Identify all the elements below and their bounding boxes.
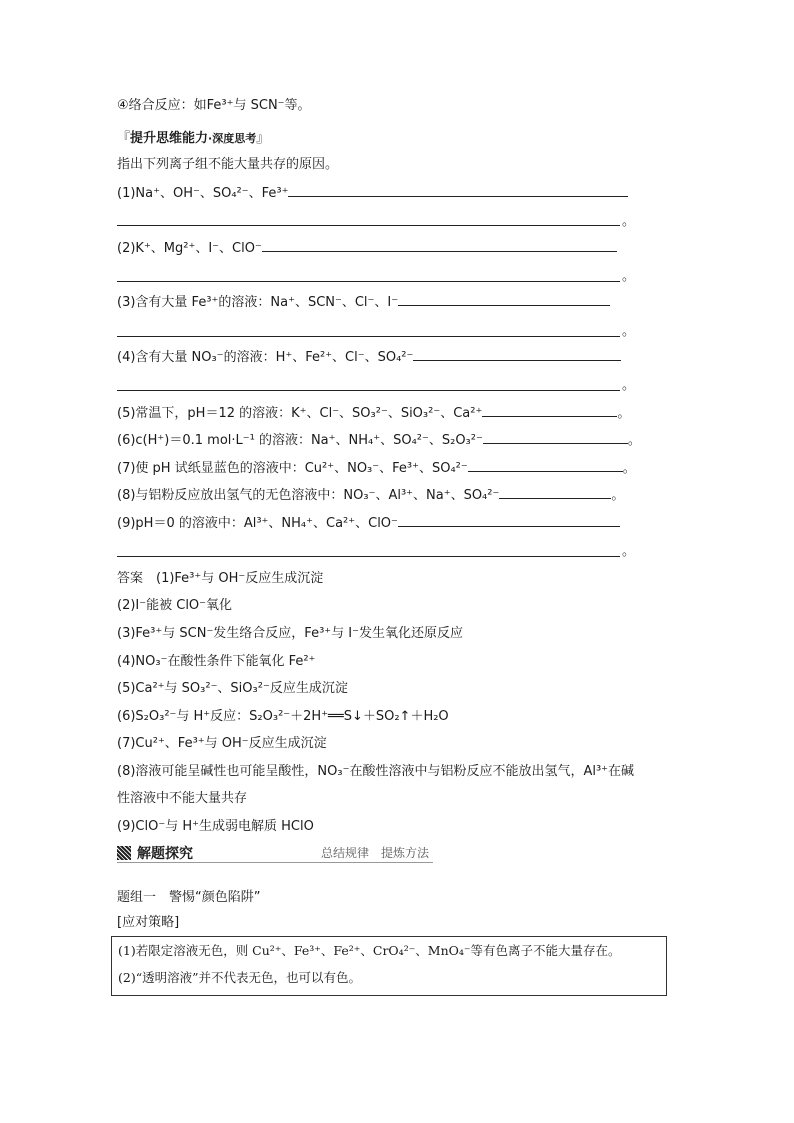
question-label: (4)含有大量 NO₃⁻的溶液：H⁺、Fe²⁺、Cl⁻、SO₄²⁻	[117, 350, 414, 365]
question-label: (5)常温下，pH＝12 的溶液：K⁺、Cl⁻、SO₃²⁻、SiO₃²⁻、Ca²⁺	[117, 406, 483, 421]
answer-2: (2)I⁻能被 ClO⁻氧化	[117, 598, 233, 613]
answer-blank-line[interactable]	[117, 225, 620, 226]
tag-bracket-close: 』	[256, 131, 270, 146]
period: 。	[622, 378, 636, 393]
answer-blank[interactable]	[483, 431, 628, 444]
answer-8-cont: 性溶液中不能大量共存	[117, 791, 248, 806]
instruction: 指出下列离子组不能大量共存的原因。	[117, 157, 339, 172]
answer-8: (8)溶液可能呈碱性也可能呈酸性，NO₃⁻在酸性溶液中与铝粉反应不能放出氢气，Al³⁺在碱	[117, 764, 635, 779]
answer-blank-line[interactable]	[117, 390, 620, 391]
answer-blank[interactable]	[398, 514, 620, 527]
question-7	[117, 459, 636, 478]
period: 。	[622, 214, 636, 229]
box-line-1: (1)若限定溶液无色，则 Cu²⁺、Fe³⁺、Fe²⁺、CrO₄²⁻、MnO₄⁻等有色离子不能大量存在。	[118, 943, 621, 958]
banner-square-icon	[117, 846, 131, 860]
answer-5: (5)Ca²⁺与 SO₃²⁻、SiO₃²⁻反应生成沉淀	[117, 681, 348, 696]
answer-blank[interactable]	[262, 239, 617, 252]
question-1	[117, 184, 628, 203]
banner-subtitle: 总结规律 提炼方法	[320, 846, 429, 860]
question-6	[117, 431, 641, 450]
question-label: (6)c(H⁺)＝0.1 mol·L⁻¹ 的溶液：Na⁺、NH₄⁺、SO₄²⁻、S₂O₃²⁻	[117, 433, 483, 448]
period: 。	[622, 461, 636, 476]
section-banner	[117, 843, 433, 863]
answer-blank-line[interactable]	[117, 556, 620, 557]
period: 。	[622, 324, 636, 339]
answer-7: (7)Cu²⁺、Fe³⁺与 OH⁻反应生成沉淀	[117, 736, 327, 751]
answer-blank[interactable]	[482, 404, 617, 417]
tag-bracket-open: 『	[117, 131, 131, 146]
tag-sub: ·深度思考	[208, 132, 257, 145]
answer-9: (9)ClO⁻与 H⁺生成弱电解质 HClO	[117, 819, 314, 834]
section-tag	[117, 127, 269, 146]
question-9	[117, 514, 620, 533]
question-4	[117, 348, 621, 367]
answer-1: 答案 (1)Fe³⁺与 OH⁻反应生成沉淀	[117, 571, 324, 586]
question-label: (3)含有大量 Fe³⁺的溶液：Na⁺、SCN⁻、Cl⁻、I⁻	[117, 295, 399, 310]
answer-blank-line[interactable]	[117, 281, 620, 282]
question-label: (2)K⁺、Mg²⁺、I⁻、ClO⁻	[117, 241, 262, 256]
intro-line: ④络合反应：如Fe³⁺与 SCN⁻等。	[117, 98, 311, 113]
period: 。	[622, 544, 636, 559]
question-label: (8)与铝粉反应放出氢气的无色溶液中：NO₃⁻、Al³⁺、Na⁺、SO₄²⁻	[117, 488, 500, 503]
question-3	[117, 293, 610, 312]
strategy-box	[111, 936, 667, 996]
tag-title: 提升思维能力	[130, 131, 209, 146]
period: 。	[617, 406, 631, 421]
question-label: (9)pH＝0 的溶液中：Al³⁺、NH₄⁺、Ca²⁺、ClO⁻	[117, 516, 398, 531]
answer-blank[interactable]	[288, 184, 628, 197]
answer-blank[interactable]	[499, 486, 611, 499]
question-5	[117, 404, 630, 423]
strategy-label: [应对策略]	[117, 915, 180, 930]
answer-4: (4)NO₃⁻在酸性条件下能氧化 Fe²⁺	[117, 654, 316, 669]
question-label: (1)Na⁺、OH⁻、SO₄²⁻、Fe³⁺	[117, 186, 289, 201]
period: 。	[627, 433, 641, 448]
answer-blank[interactable]	[398, 293, 610, 306]
answer-6: (6)S₂O₃²⁻与 H⁺反应：S₂O₃²⁻＋2H⁺══S↓＋SO₂↑＋H₂O	[117, 709, 449, 724]
group-title: 题组一 警惕“颜色陷阱”	[117, 890, 261, 905]
answer-blank[interactable]	[413, 348, 621, 361]
answer-blank-line[interactable]	[117, 336, 620, 337]
question-8	[117, 486, 624, 505]
question-2	[117, 239, 617, 258]
period: 。	[622, 269, 636, 284]
banner-title: 解题探究	[137, 846, 193, 862]
banner-rule	[117, 862, 433, 863]
answer-3: (3)Fe³⁺与 SCN⁻发生络合反应，Fe³⁺与 I⁻发生氧化还原反应	[117, 626, 463, 641]
answer-blank[interactable]	[468, 459, 623, 472]
box-line-2: (2)“透明溶液”并不代表无色，也可以有色。	[118, 970, 361, 985]
period: 。	[611, 488, 625, 503]
question-label: (7)使 pH 试纸显蓝色的溶液中：Cu²⁺、NO₃⁻、Fe³⁺、SO₄²⁻	[117, 461, 468, 476]
